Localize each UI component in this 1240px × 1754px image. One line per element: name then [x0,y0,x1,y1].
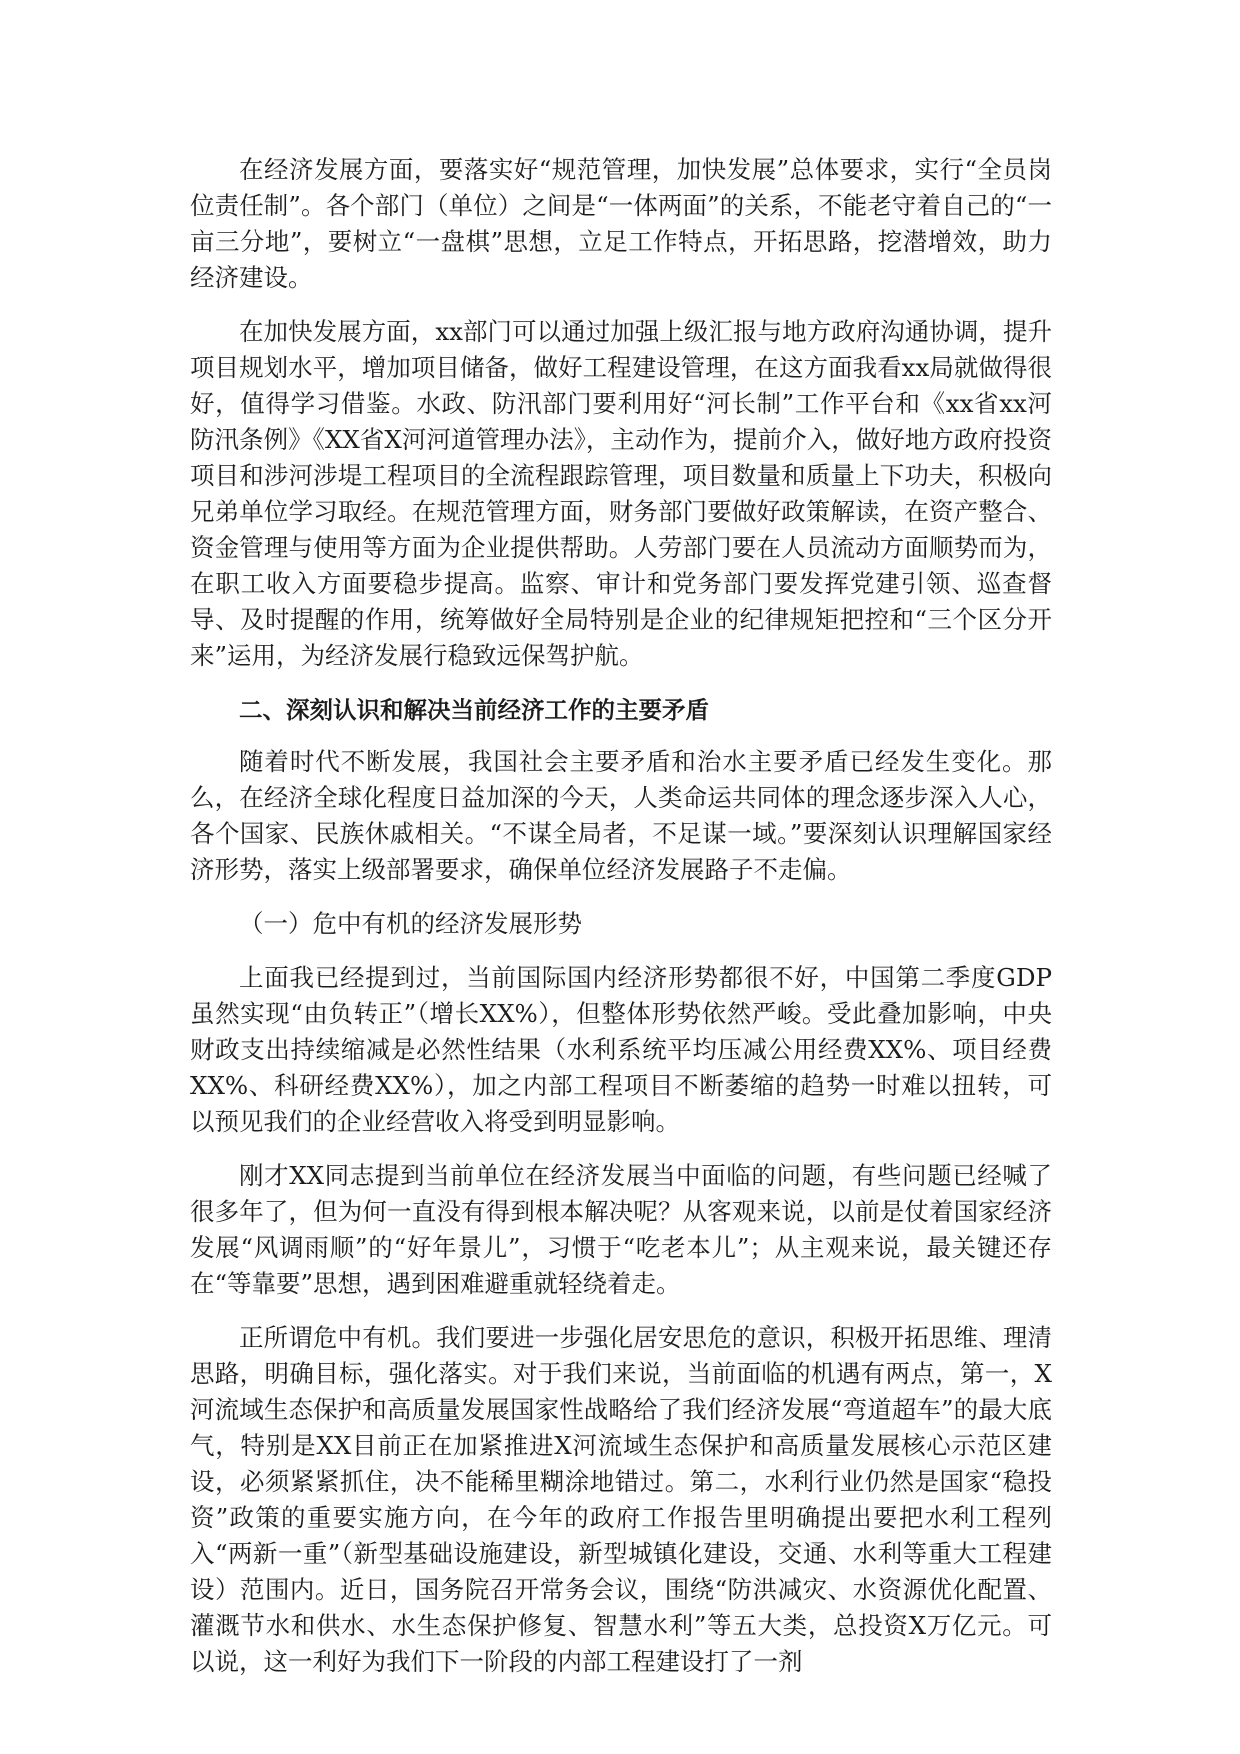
paragraph-problems: 刚才XX同志提到当前单位在经济发展当中面临的问题，有些问题已经喊了很多年了，但为何一直没有得到根本解决呢？从客观来说，以前是仗着国家经济发展“风调雨顺”的“好年景儿”，习惯于“吃老本儿”；从主观来说，最关键还存在“等靠要”思想，遇到困难避重就轻绕着走。 [190,1161,1052,1298]
paragraph-economic-situation: 上面我已经提到过，当前国际国内经济形势都很不好，中国第二季度GDP虽然实现“由负转正”（增长XX%），但整体形势依然严峻。受此叠加影响，中央财政支出持续缩减是必然性结果（水利系统平均压减公用经费XX%、项目经费XX%、科研经费XX%），加之内部工程项目不断萎缩的趋势一时难以扭转，可以预见我们的企业经营收入将受到明显影响。 [190,963,1052,1136]
paragraph-economic-development: 在经济发展方面，要落实好“规范管理，加快发展”总体要求，实行“全员岗位责任制”。各个部门（单位）之间是“一体两面”的关系，不能老守着自己的“一亩三分地”，要树立“一盘棋”思想，立足工作特点，开拓思路，挖潜增效，助力经济建设。 [190,155,1052,292]
document-body [190,152,1052,1698]
paragraph-opportunities: 正所谓危中有机。我们要进一步强化居安思危的意识，积极开拓思维、理清思路，明确目标，强化落实。对于我们来说，当前面临的机遇有两点，第一，X河流域生态保护和高质量发展国家性战略给了我们经济发展“弯道超车”的最大底气，特别是XX目前正在加紧推进X河流域生态保护和高质量发展核心示范区建设，必须紧紧抓住，决不能稀里糊涂地错过。第二，水利行业仍然是国家“稳投资”政策的重要实施方向，在今年的政府工作报告里明确提出要把水利工程列入“两新一重”（新型基础设施建设，新型城镇化建设，交通、水利等重大工程建设）范围内。近日，国务院召开常务会议，围绕“防洪减灾、水资源优化配置、灌溉节水和供水、水生态保护修复、智慧水利”等五大类，总投资X万亿元。可以说，这一利好为我们下一阶段的内部工程建设打了一剂 [190,1323,1052,1676]
paragraph-accelerate-development: 在加快发展方面，xx部门可以通过加强上级汇报与地方政府沟通协调，提升项目规划水平，增加项目储备，做好工程建设管理，在这方面我看xx局就做得很好，值得学习借鉴。水政、防汛部门要利用好“河长制”工作平台和《xx省xx河防汛条例》《XX省X河河道管理办法》，主动作为，提前介入，做好地方政府投资项目和涉河涉堤工程项目的全流程跟踪管理，项目数量和质量上下功夫，积极向兄弟单位学习取经。在规范管理方面，财务部门要做好政策解读，在资产整合、资金管理与使用等方面为企业提供帮助。人劳部门要在人员流动方面顺势而为，在职工收入方面要稳步提高。监察、审计和党务部门要发挥党建引领、巡查督导、及时提醒的作用，统筹做好全局特别是企业的纪律规矩把控和“三个区分开来”运用，为经济发展行稳致远保驾护航。 [190,317,1052,670]
section-heading: 二、深刻认识和解决当前经济工作的主要矛盾 [239,696,709,724]
paragraph-main-contradiction: 随着时代不断发展，我国社会主要矛盾和治水主要矛盾已经发生变化。那么，在经济全球化程度日益加深的今天，人类命运共同体的理念逐步深入人心，各个国家、民族休戚相关。“不谋全局者，不足谋一域。”要深刻认识理解国家经济形势，落实上级部署要求，确保单位经济发展路子不走偏。 [190,747,1052,884]
subsection-heading: （一）危中有机的经济发展形势 [239,909,582,938]
